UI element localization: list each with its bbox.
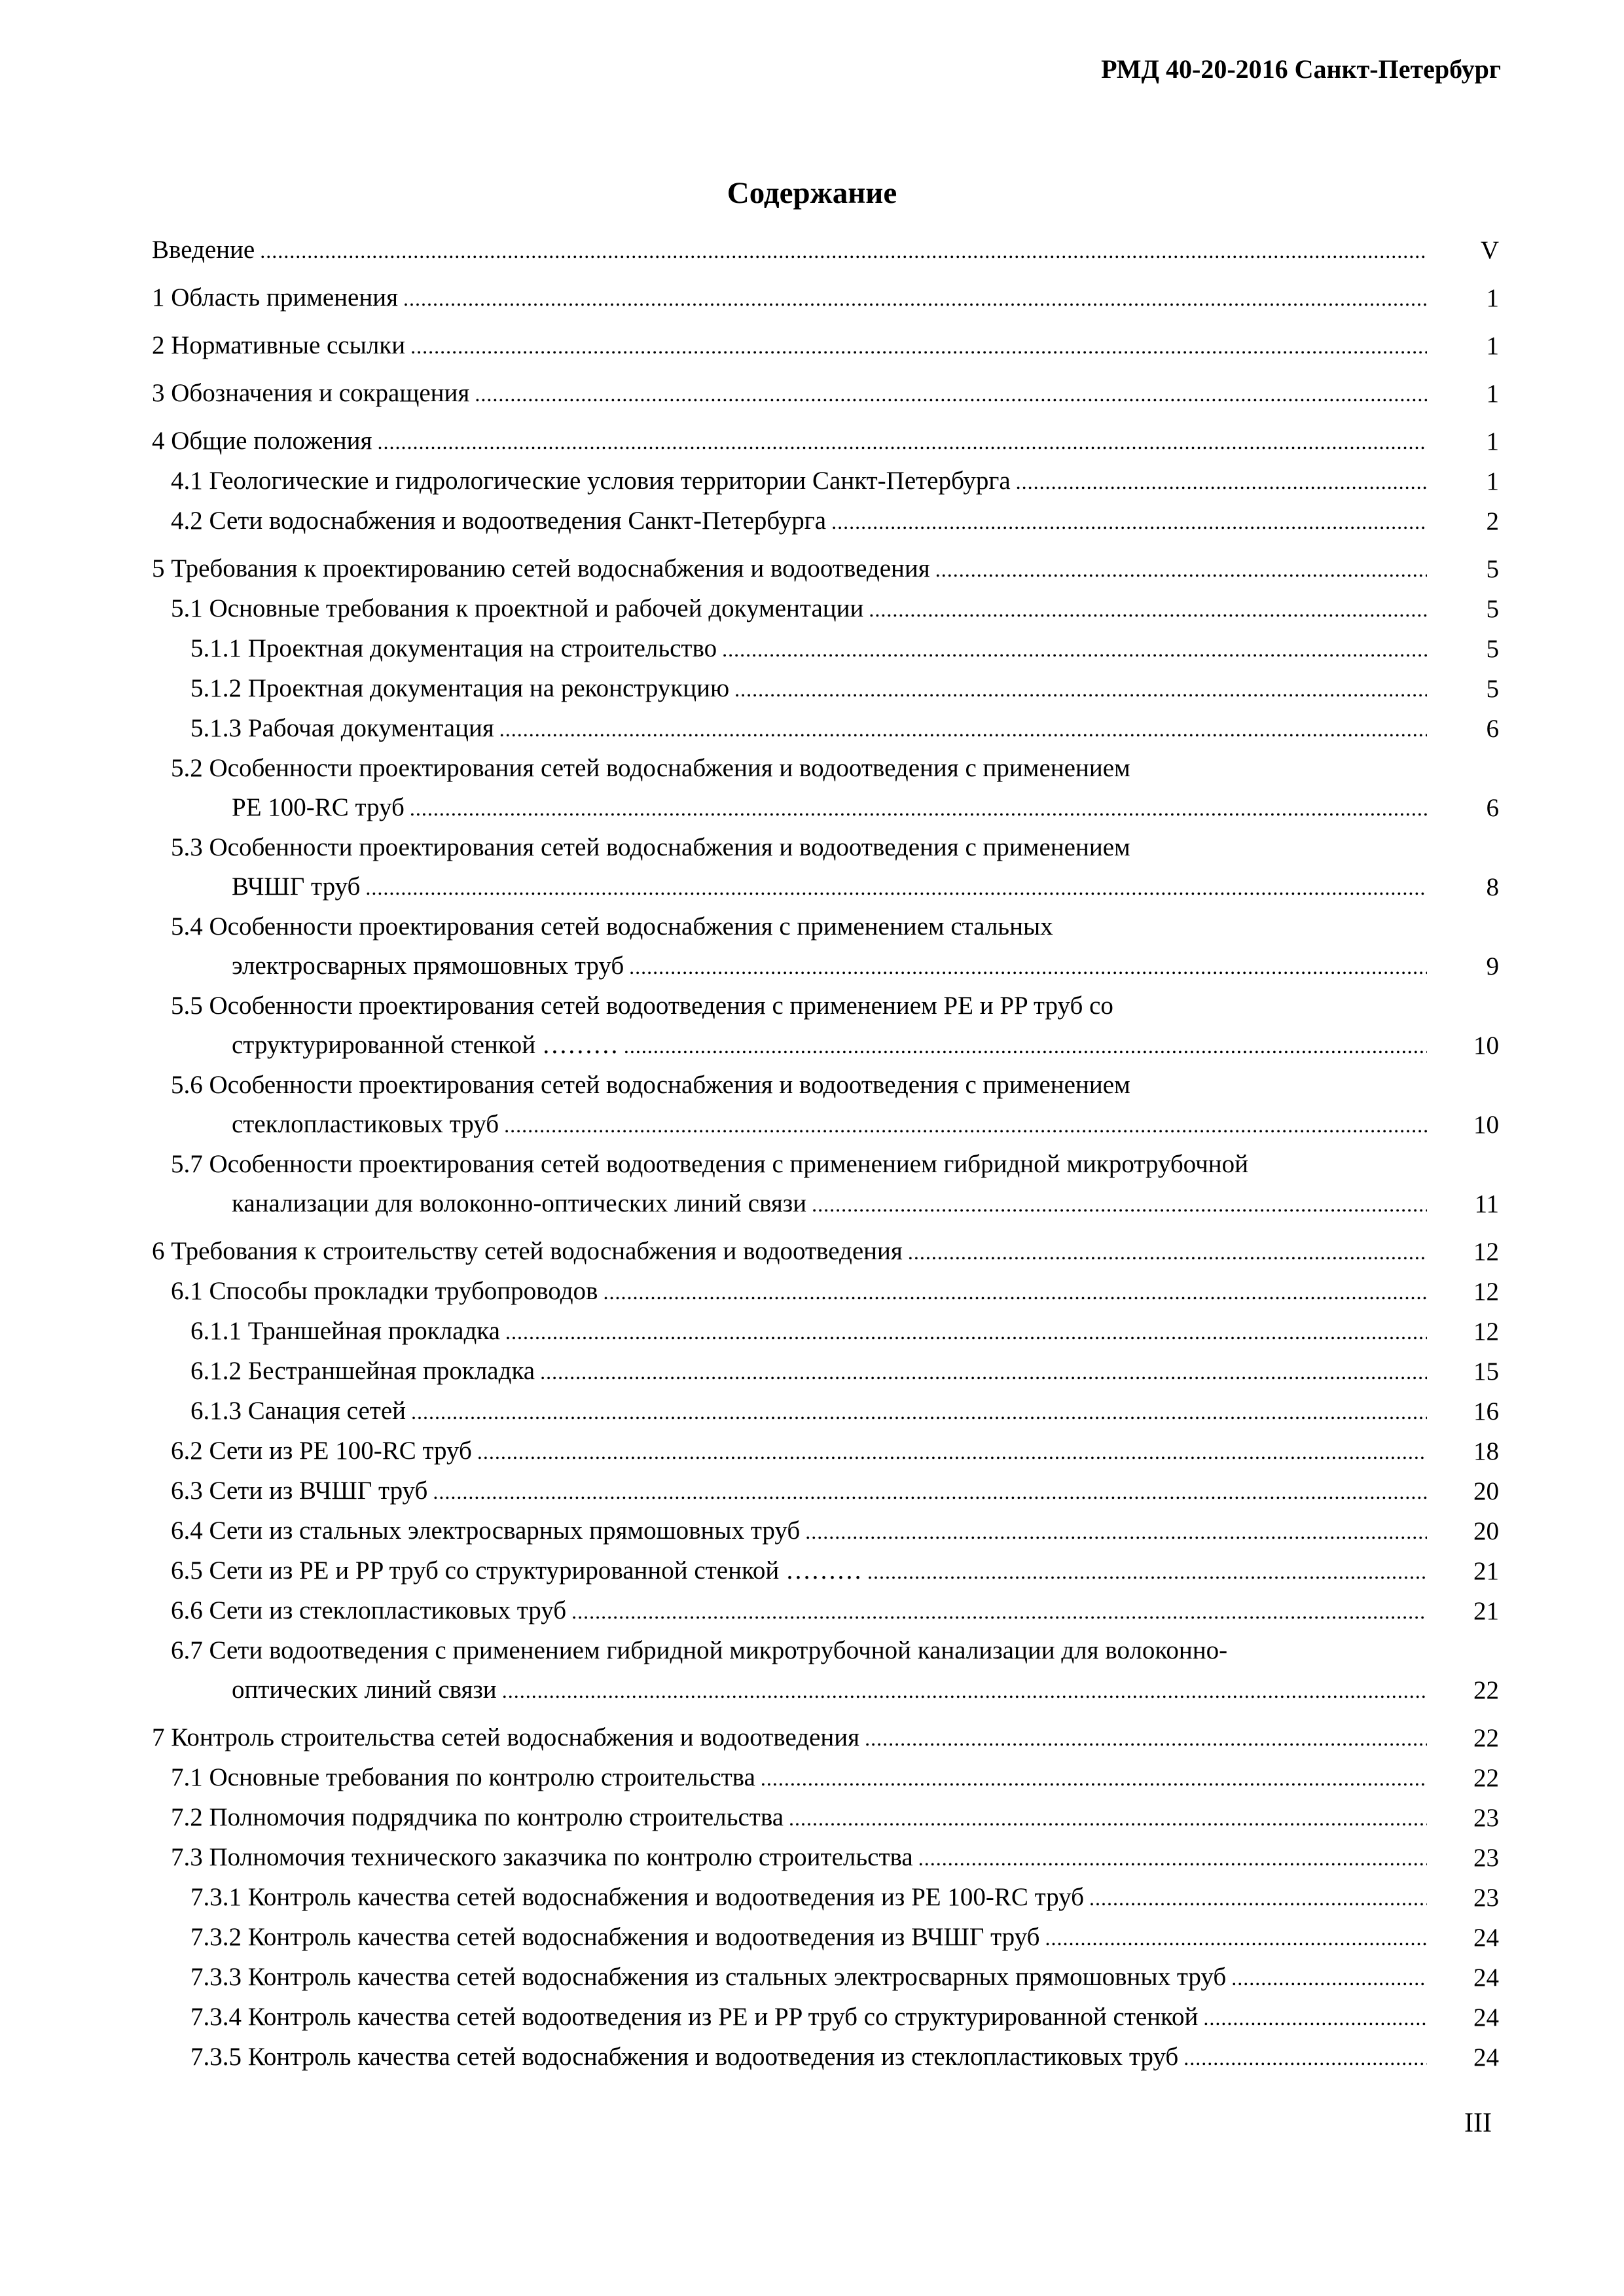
- toc-page-number: 8: [1486, 873, 1499, 901]
- toc-entry-title: 5 Требования к проектированию сетей водоснабжения и водоотведения: [152, 554, 930, 583]
- toc-entry: [152, 1312, 1506, 1352]
- toc-page-number: 21: [1473, 1597, 1499, 1625]
- dot-leader: [502, 1671, 1427, 1710]
- dot-leader: [722, 630, 1427, 669]
- toc-entry: [152, 907, 1506, 986]
- toc-entry-title: 2 Нормативные ссылки: [152, 331, 406, 359]
- dot-leader: [603, 1272, 1427, 1312]
- toc-page-number: 20: [1473, 1517, 1499, 1545]
- dot-leader: [761, 1759, 1427, 1798]
- toc-entry: [152, 1838, 1506, 1878]
- toc-page-number: 1: [1486, 467, 1499, 495]
- toc-entry-title: 7.3.3 Контроль качества сетей водоснабжения из стальных электросварных прямошовных труб: [190, 1963, 1227, 1991]
- toc-entry-title: 6.1.2 Бестраншейная прокладка: [190, 1357, 535, 1385]
- dot-leader: [411, 1392, 1427, 1431]
- dot-leader: [812, 1185, 1427, 1224]
- toc-page-number: 1: [1486, 284, 1499, 312]
- dot-leader: [935, 550, 1427, 589]
- toc-entry: [152, 374, 1506, 414]
- toc-entry-title: 1 Область применения: [152, 283, 399, 312]
- toc-page-number: 23: [1473, 1844, 1499, 1872]
- toc-page-number: 12: [1473, 1238, 1499, 1266]
- toc-entry: [152, 1798, 1506, 1838]
- toc-entry: [152, 422, 1506, 461]
- toc-entry-title: 6.1 Способы прокладки трубопроводов: [171, 1277, 598, 1305]
- toc-entry-title: 6.1.1 Траншейная прокладка: [190, 1317, 500, 1345]
- toc-page-number: 6: [1486, 794, 1499, 822]
- toc-page-number: 23: [1473, 1804, 1499, 1832]
- toc-entry-title: 5.7 Особенности проектирования сетей водоотведения с применением гибридной микротрубочной: [171, 1150, 1249, 1178]
- dot-leader: [260, 231, 1427, 270]
- toc-page-number: 24: [1473, 1924, 1499, 1952]
- toc-entry: [152, 1551, 1506, 1591]
- dot-leader: [1045, 1918, 1427, 1958]
- toc-page-number: 16: [1473, 1397, 1499, 1426]
- toc-entry-title: канализации для волоконно-оптических линий связи: [232, 1189, 807, 1217]
- dot-leader: [571, 1592, 1427, 1631]
- dot-leader: [499, 709, 1427, 749]
- dot-leader: [540, 1352, 1427, 1391]
- dot-leader: [805, 1512, 1427, 1551]
- document-header: РМД 40-20-2016 Санкт-Петербург: [1101, 54, 1501, 84]
- toc-entry: [152, 1958, 1506, 1998]
- toc-entry-title: Введение: [152, 236, 255, 264]
- toc-page-number: 22: [1473, 1676, 1499, 1704]
- toc-entry: [152, 1431, 1506, 1471]
- toc-entry: [152, 1631, 1506, 1710]
- toc-entry-title: 4.2 Сети водоснабжения и водоотведения Санкт-Петербурга: [171, 507, 827, 535]
- toc-entry-title: 6.4 Сети из стальных электросварных прямошовных труб: [171, 1516, 801, 1545]
- toc-entry: [152, 230, 1506, 270]
- toc-entry: [152, 1718, 1506, 1758]
- toc-entry-title: 5.4 Особенности проектирования сетей водоснабжения с применением стальных: [171, 912, 1053, 941]
- toc-entry-title: электросварных прямошовных труб: [232, 952, 624, 980]
- toc-entry: [152, 1918, 1506, 1958]
- toc-entry-title: 5.1 Основные требования к проектной и рабочей документации: [171, 594, 864, 622]
- dot-leader: [908, 1232, 1427, 1272]
- toc-entry-title: 4 Общие положения: [152, 427, 372, 455]
- page-title: Содержание: [727, 176, 897, 210]
- toc-page-number: 1: [1486, 427, 1499, 456]
- toc-page-number: 10: [1473, 1111, 1499, 1139]
- toc-page-number: 5: [1486, 555, 1499, 583]
- toc-entry-title: 7.2 Полномочия подрядчика по контролю строительства: [171, 1803, 784, 1831]
- toc-page-number: 24: [1473, 1964, 1499, 1992]
- toc-page-number: 22: [1473, 1764, 1499, 1792]
- toc-entry-title: стеклопластиковых труб: [232, 1110, 499, 1138]
- dot-leader: [475, 374, 1427, 414]
- dot-leader: [433, 1472, 1427, 1511]
- toc-entry-title: 7 Контроль строительства сетей водоснабжения и водоотведения: [152, 1723, 860, 1751]
- toc-page-number: 5: [1486, 595, 1499, 623]
- toc-page-number: 22: [1473, 1724, 1499, 1752]
- toc-entry: [152, 1591, 1506, 1631]
- toc-entry-title: 7.3.1 Контроль качества сетей водоснабжения и водоотведения из PE 100-RC труб: [190, 1883, 1084, 1911]
- toc-entry: [152, 709, 1506, 749]
- toc-entry: [152, 1232, 1506, 1272]
- toc-entry-title: 3 Обозначения и сокращения: [152, 379, 470, 407]
- toc-page-number: 5: [1486, 675, 1499, 703]
- toc-page-number: 15: [1473, 1357, 1499, 1386]
- toc-entry: [152, 1758, 1506, 1798]
- toc-entry: [152, 1878, 1506, 1918]
- toc-entry: [152, 1391, 1506, 1431]
- toc-entry-title: 6.3 Сети из ВЧШГ труб: [171, 1477, 428, 1505]
- toc-entry-title: 6.1.3 Санация сетей: [190, 1397, 406, 1425]
- toc-entry-title: 7.3.4 Контроль качества сетей водоотведения из PE и PP труб со структурированной стенкой: [190, 2003, 1199, 2031]
- toc-entry-title: 7.3.5 Контроль качества сетей водоснабжения и водоотведения из стеклопластиковых труб: [190, 2043, 1179, 2071]
- dot-leader: [378, 422, 1428, 461]
- dot-leader: [831, 502, 1427, 541]
- dot-leader: [918, 1839, 1427, 1878]
- dot-leader: [1203, 1998, 1427, 2037]
- dot-leader: [477, 1432, 1427, 1471]
- toc-entry-title: 7.1 Основные требования по контролю строительства: [171, 1763, 755, 1791]
- dot-leader: [865, 1719, 1427, 1758]
- toc-entry: [152, 461, 1506, 501]
- toc-entry: [152, 1511, 1506, 1551]
- toc-entry-title: 5.6 Особенности проектирования сетей водоснабжения и водоотведения с применением: [171, 1071, 1130, 1099]
- toc-entry-title: структурированной стенкой ………: [232, 1031, 619, 1059]
- toc-entry: [152, 1066, 1506, 1145]
- toc-page-number: 9: [1486, 952, 1499, 980]
- toc-entry: [152, 1471, 1506, 1511]
- toc-entry: [152, 1352, 1506, 1391]
- toc-page-number: 10: [1473, 1031, 1499, 1060]
- toc-entry-title: 5.1.3 Рабочая документация: [190, 714, 494, 742]
- toc-entry-title: оптических линий связи: [232, 1676, 497, 1704]
- toc-entry: [152, 278, 1506, 318]
- toc-page-number: 1: [1486, 380, 1499, 408]
- dot-leader: [1016, 462, 1427, 501]
- toc-entry-title: 7.3 Полномочия технического заказчика по контролю строительства: [171, 1843, 913, 1871]
- dot-leader: [867, 1552, 1427, 1591]
- toc-entry-title: 6.7 Сети водоотведения с применением гибридной микротрубочной канализации для волоконно-: [171, 1636, 1228, 1664]
- toc-entry-title: 6 Требования к строительству сетей водоснабжения и водоотведения: [152, 1237, 903, 1265]
- toc-entry: [152, 2037, 1506, 2077]
- table-of-contents: [152, 230, 1506, 2077]
- toc-entry-title: 5.5 Особенности проектирования сетей водоотведения с применением PE и PP труб со: [171, 992, 1113, 1020]
- toc-page-number: 24: [1473, 2043, 1499, 2072]
- toc-entry-title: 5.1.2 Проектная документация на реконструкцию: [190, 674, 730, 702]
- toc-page-number: 11: [1474, 1190, 1499, 1218]
- toc-page-number: V: [1480, 236, 1499, 264]
- toc-entry-title: 5.1.1 Проектная документация на строительство: [190, 634, 717, 662]
- dot-leader: [365, 868, 1427, 907]
- dot-leader: [410, 327, 1427, 366]
- toc-page-number: 12: [1473, 1278, 1499, 1306]
- toc-page-number: 2: [1486, 507, 1499, 535]
- toc-entry-title: PE 100-RC труб: [232, 793, 405, 821]
- toc-page-number: 20: [1473, 1477, 1499, 1505]
- toc-entry: [152, 828, 1506, 907]
- toc-entry-title: 4.1 Геологические и гидрологические условия территории Санкт-Петербурга: [171, 467, 1011, 495]
- toc-entry: [152, 1998, 1506, 2037]
- toc-entry-title: 6.2 Сети из PE 100-RC труб: [171, 1437, 472, 1465]
- toc-page-number: 12: [1473, 1318, 1499, 1346]
- toc-entry: [152, 629, 1506, 669]
- page-number: III: [1464, 2108, 1492, 2138]
- dot-leader: [505, 1312, 1427, 1352]
- dot-leader: [624, 1026, 1427, 1066]
- toc-entry: [152, 1145, 1506, 1224]
- toc-entry-title: 5.3 Особенности проектирования сетей водоснабжения и водоотведения с применением: [171, 833, 1130, 861]
- dot-leader: [1183, 2038, 1427, 2077]
- dot-leader: [734, 670, 1427, 709]
- toc-page-number: 23: [1473, 1884, 1499, 1912]
- toc-entry-title: 6.6 Сети из стеклопластиковых труб: [171, 1596, 567, 1624]
- toc-entry: [152, 986, 1506, 1066]
- toc-page-number: 21: [1473, 1557, 1499, 1585]
- dot-leader: [629, 947, 1427, 986]
- dot-leader: [1089, 1878, 1427, 1918]
- toc-entry-title: ВЧШГ труб: [232, 872, 361, 901]
- toc-entry-title: 7.3.2 Контроль качества сетей водоснабжения и водоотведения из ВЧШГ труб: [190, 1923, 1040, 1951]
- toc-entry-title: 5.2 Особенности проектирования сетей водоснабжения и водоотведения с применением: [171, 754, 1130, 782]
- toc-entry: [152, 589, 1506, 629]
- toc-page-number: 18: [1473, 1437, 1499, 1465]
- toc-entry-title: 6.5 Сети из PE и PP труб со структурированной стенкой ………: [171, 1556, 863, 1585]
- dot-leader: [410, 789, 1427, 828]
- toc-entry: [152, 669, 1506, 709]
- dot-leader: [789, 1799, 1427, 1838]
- dot-leader: [403, 279, 1427, 318]
- dot-leader: [504, 1105, 1427, 1145]
- toc-entry: [152, 1272, 1506, 1312]
- toc-entry: [152, 549, 1506, 589]
- toc-page-number: 6: [1486, 715, 1499, 743]
- dot-leader: [1231, 1958, 1427, 1998]
- toc-entry: [152, 501, 1506, 541]
- toc-page-number: 5: [1486, 635, 1499, 663]
- toc-entry: [152, 326, 1506, 366]
- toc-page-number: 24: [1473, 2003, 1499, 2032]
- toc-entry: [152, 749, 1506, 828]
- toc-page-number: 1: [1486, 332, 1499, 360]
- dot-leader: [869, 590, 1427, 629]
